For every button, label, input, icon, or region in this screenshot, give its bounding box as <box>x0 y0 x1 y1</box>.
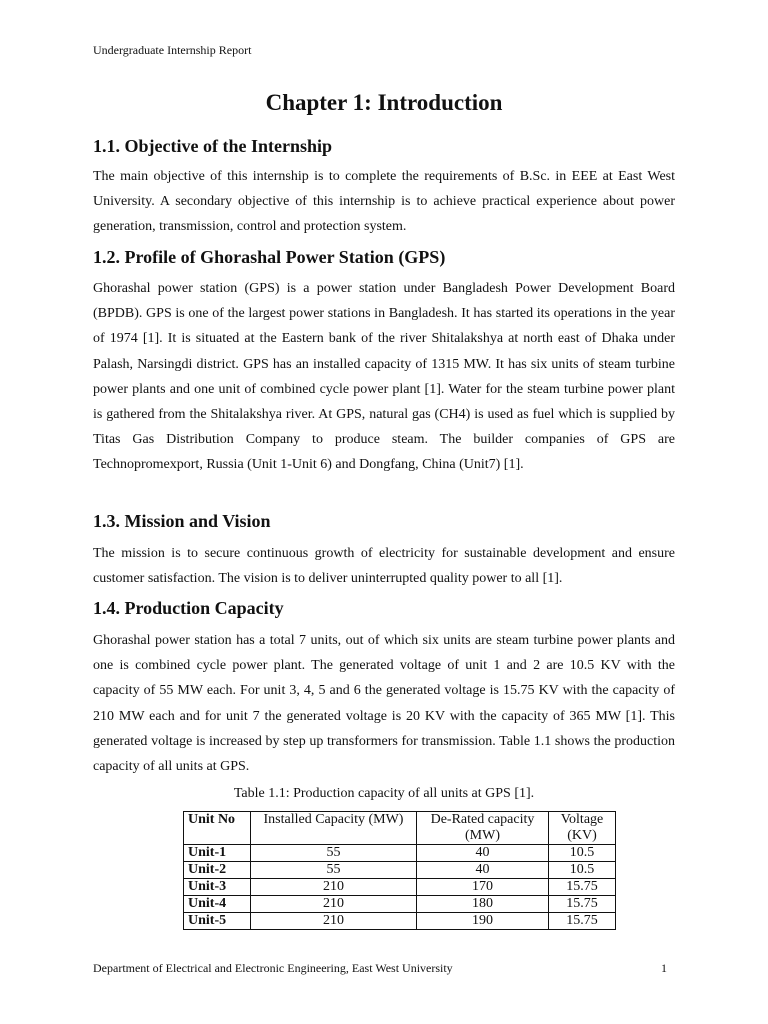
running-header: Undergraduate Internship Report <box>93 43 252 57</box>
table-caption: Table 1.1: Production capacity of all units at GPS [1]. <box>233 786 535 801</box>
column-header-unit-no: Unit No <box>184 812 251 845</box>
voltage-cell: 15.75 <box>549 879 616 896</box>
chapter-title: Chapter 1: Introduction <box>265 90 503 115</box>
installed-capacity-cell: 55 <box>251 845 417 862</box>
section-heading-profile: 1.2. Profile of Ghorashal Power Station (GPS) <box>93 247 446 267</box>
document-page <box>93 0 675 1024</box>
section-paragraph-objective: The main objective of this internship is to complete the requirements of B.Sc. in EEE at East West University. A secondary objective of this internship is to achieve practical experience about power generation, transmission, control and protection system. <box>93 169 675 235</box>
unit-cell: Unit-5 <box>184 913 251 930</box>
voltage-cell: 10.5 <box>549 862 616 879</box>
section-paragraph-capacity: Ghorashal power station has a total 7 units, out of which six units are steam turbine power plants and one is combined cycle power plant. The generated voltage of unit 1 and 2 are 10.5 KV with the capacity of 55 MW each. For unit 3, 4, 5 and 6 the generated voltage is 15.75 KV with the capacity of 210 MW each and for unit 7 the generated voltage is 20 KV with the capacity of 365 MW [1]. This generated voltage is increased by step up transformers for transmission. Table 1.1 shows the production capacity of all units at GPS. <box>93 633 675 775</box>
voltage-cell: 10.5 <box>549 845 616 862</box>
unit-cell: Unit-1 <box>184 845 251 862</box>
table-row <box>184 862 616 879</box>
section-heading-mission: 1.3. Mission and Vision <box>93 511 271 531</box>
section-paragraph-mission: The mission is to secure continuous growth of electricity for sustainable development and ensure customer satisfaction. The vision is to deliver uninterrupted quality power to all [1]. <box>93 546 675 587</box>
table-row <box>184 896 616 913</box>
column-header-voltage: Voltage (KV) <box>549 812 616 845</box>
derated-capacity-cell: 170 <box>417 879 549 896</box>
column-header-derated-capacity: De-Rated capacity (MW) <box>417 812 549 845</box>
running-footer: Department of Electrical and Electronic Engineering, East West University <box>93 961 453 975</box>
column-header-installed-capacity: Installed Capacity (MW) <box>251 812 417 845</box>
installed-capacity-cell: 210 <box>251 879 417 896</box>
derated-capacity-cell: 180 <box>417 896 549 913</box>
voltage-cell: 15.75 <box>549 896 616 913</box>
installed-capacity-cell: 210 <box>251 896 417 913</box>
unit-cell: Unit-3 <box>184 879 251 896</box>
section-heading-objective: 1.1. Objective of the Internship <box>93 136 332 156</box>
table-header-row <box>184 812 616 845</box>
section-paragraph-profile: Ghorashal power station (GPS) is a power station under Bangladesh Power Development Board (BPDB). GPS is one of the largest power stations in Bangladesh. It has started its operations in the year of 1974 [1]. It is situated at the Eastern bank of the river Shitalakshya at north east of Dhaka under Palash, Narsingdi district. GPS has an installed capacity of 1315 MW. It has six units of steam turbine power plants and one unit of combined cycle power plant [1]. Water for the steam turbine power plant is gathered from the Shitalakshya river. At GPS, natural gas (CH4) is used as fuel which is supplied by Titas Gas Distribution Company to produce steam. The builder companies of GPS are Technopromexport, Russia (Unit 1-Unit 6) and Dongfang, China (Unit7) [1]. <box>93 281 675 473</box>
installed-capacity-cell: 55 <box>251 862 417 879</box>
derated-capacity-cell: 40 <box>417 845 549 862</box>
table-row <box>184 913 616 930</box>
installed-capacity-cell: 210 <box>251 913 417 930</box>
production-capacity-table <box>183 811 616 930</box>
voltage-cell: 15.75 <box>549 913 616 930</box>
derated-capacity-cell: 40 <box>417 862 549 879</box>
page-number: 1 <box>661 961 667 975</box>
unit-cell: Unit-4 <box>184 896 251 913</box>
table-row <box>184 879 616 896</box>
table-row <box>184 845 616 862</box>
section-heading-capacity: 1.4. Production Capacity <box>93 598 284 618</box>
derated-capacity-cell: 190 <box>417 913 549 930</box>
unit-cell: Unit-2 <box>184 862 251 879</box>
